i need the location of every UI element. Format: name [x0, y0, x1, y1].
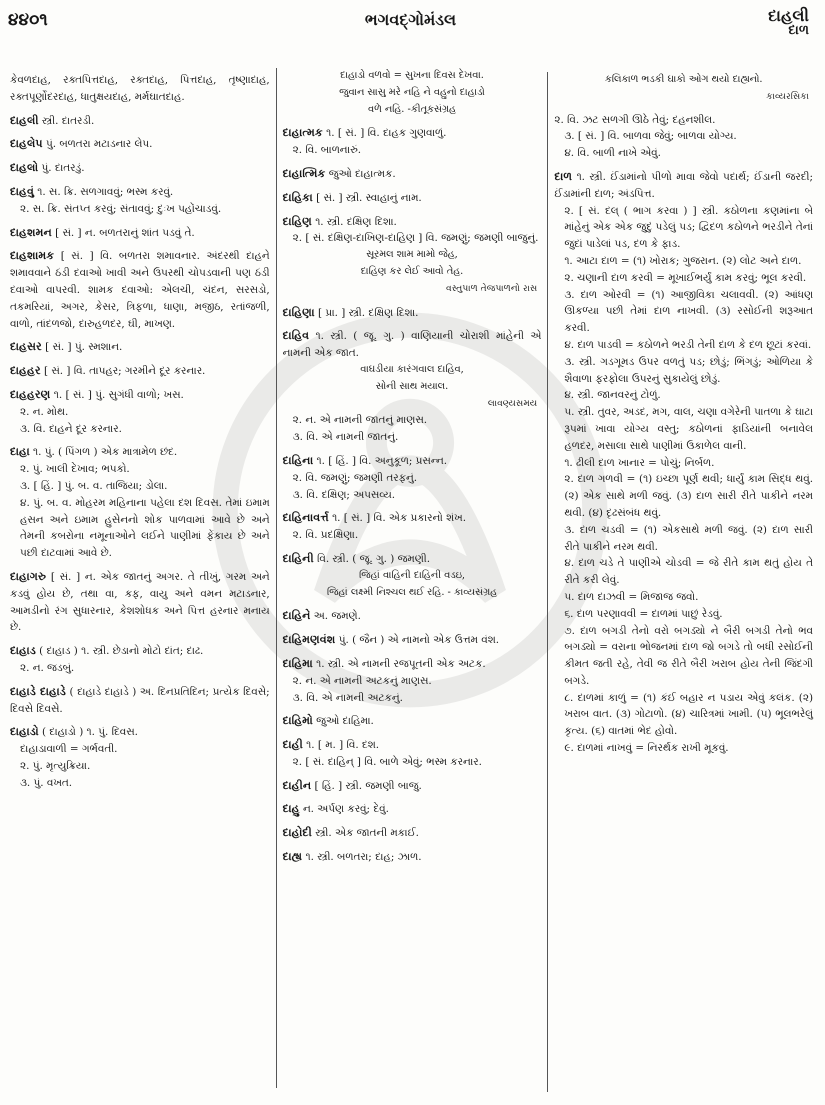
- dictionary-entry: [10, 386, 270, 437]
- entry-sense: ૩. પું. વખત.: [20, 776, 73, 789]
- dictionary-entry: [283, 655, 542, 706]
- entry-sense: ૨. વિ. બાળનારું.: [292, 144, 362, 157]
- entry-definition: ૧. પું. ( પિંગળ ) એક માત્રામેળ છંદ.: [33, 446, 178, 459]
- entry-sense: ૨. પું. મૃત્યુક્રિયા.: [20, 759, 91, 772]
- entry-definition: ૧. સ. ક્રિ. સળગાવવું; ભસ્મ કરવું.: [37, 185, 174, 198]
- dictionary-entry: [283, 777, 542, 795]
- entry-definition: [ સં. ] વિ. તાપહર; ગરમીને દૂર કરનાર.: [44, 365, 206, 378]
- entry-headword: દાહસર: [10, 339, 42, 354]
- entry-definition: જુઓ દાહિમા.: [316, 715, 374, 728]
- entry-sense: ૨. વિ. પ્રદક્ષિણા.: [292, 529, 359, 542]
- entry-headword: દાહિની: [282, 550, 314, 565]
- entry-definition: પું. દાતરડું.: [41, 162, 85, 175]
- entry-headword: દાહશામક: [10, 248, 55, 263]
- entry-definition: [ સં. ] પું. સ્મશાન.: [45, 341, 123, 354]
- entry-headword: દાહાત્મિક: [282, 165, 326, 180]
- columns: [4, 72, 819, 1099]
- entry-sense: ૫. દાળ દાઝવી = મિજાજ જવો.: [564, 590, 699, 603]
- entry-headword: દાહલી: [10, 112, 39, 127]
- dictionary-entry: [10, 568, 270, 636]
- entry-definition: [ પ્રા. ] સ્ત્રી. દક્ષિણ દિશા.: [317, 306, 419, 319]
- entry-headword: દાહિમણવંશ: [282, 632, 336, 647]
- quotation-line: દાહિણ કર લેઈ આવો તેહ.: [360, 265, 464, 277]
- entry-headword: દાહિકા: [282, 189, 313, 204]
- dictionary-entry: [283, 452, 542, 503]
- entry-headword: દાહિણા: [282, 304, 315, 319]
- entry-sense: ૩. [ સં. ] વિ. બાળવા જેવું; બાળવા યોગ્ય.: [564, 130, 737, 143]
- dictionary-entry: [10, 723, 270, 791]
- entry-sense: ૨. [ સં. દલ્‌ ( ભાગ કરવા ) ] સ્ત્રી. કઠોળના કણમાંના બે માંહેનું એક એક જુદું પડેલું પડ; દ્વિદળ કઠોળને ભરડીને તેનાં જુદાં પાડેલાં પડ, દળ કે ફાડ.: [564, 204, 814, 251]
- entry-headword: દાહલેપ: [10, 136, 43, 151]
- entry-sense: ૩. વિ. દક્ષિણ; અપસવ્ય.: [292, 488, 396, 501]
- entry-definition: [ સં. ] ન. બળતરાનું શાંત પડવું તે.: [55, 226, 195, 239]
- dictionary-entry: [283, 607, 542, 625]
- entry-definition: ૧. સ્ત્રી. ( જૂ. ગુ. ) વાણિયાની ચોરાશી માંહેની એ નામની એક જાત.: [282, 330, 542, 360]
- entry-sense: ૭. દાળ બગડી તેનો વરો બગડ્યો ને બૈરી બગડી તેનો ભવ બગડ્યો = વરાના ભોજનમાં દાળ જો બગડે તો બધી રસોઈની કીમત જતી રહે, તેવી જ રીતે બૈરી ખરાબ હોય તેની જિંદગી બગડે.: [564, 624, 814, 687]
- dictionary-entry: [283, 165, 542, 183]
- dictionary-entry: [10, 642, 270, 677]
- quotation-line: જિહાં વાહિની દાહિની વડઇ,: [358, 569, 466, 581]
- dictionary-entry: [10, 112, 270, 130]
- quotation-line: વળે નહિ. -કીતૂકસંગ્રહ: [367, 103, 457, 115]
- dictionary-entry: [554, 168, 813, 757]
- entry-definition: [ હિં. ] સ્ત્રી. જમણી બાજુ.: [314, 779, 422, 792]
- entry-sense: ૨. [ સં. દક્ષિણ-દાખિણ-દાહિણ ] વિ. જમણું; જમણી બાજુનું.: [292, 232, 539, 245]
- entry-headword: દાળ: [554, 168, 573, 183]
- entry-definition: ૧. સ્ત્રી. એ નામની રજપૂતની એક અટક.: [316, 657, 486, 670]
- dictionary-entry: [283, 550, 542, 601]
- entry-sense: ૩. [ હિં. ] પું. બ. વ. તાજિયા; ડોલા.: [20, 479, 168, 492]
- dictionary-entry: [10, 135, 270, 153]
- page-header: [6, 6, 815, 36]
- entry-headword: દાહાડ: [10, 643, 36, 658]
- entry-definition: ૧. સ્ત્રી. દક્ષિણ દિશા.: [315, 215, 397, 228]
- entry-definition: જુઓ દાહાત્મક.: [328, 167, 396, 180]
- entry-headword: દાહવું: [10, 183, 34, 198]
- entry-sense: ૩. સ્ત્રી. ગડગૂમડ ઉપર વળતું પડ; છોડું; ભિંગડું; ઓળિયા કે શૈવાળા ફરફોલા ઉપરનું સુકાયેલું છોડું.: [564, 355, 814, 385]
- dictionary-entry: [10, 362, 270, 380]
- entry-headword: દાહીન: [282, 777, 312, 792]
- entry-headword: દાહા: [10, 444, 30, 459]
- dictionary-entry: [10, 338, 270, 356]
- entry-headword: દાહહર: [10, 363, 41, 378]
- entry-definition: ૧. [ સં. ] પું. સુગંધી વાળો; ખસ.: [53, 388, 184, 401]
- quotation-line: સોની સાથ મયાલ.: [375, 380, 449, 392]
- entry-sense: ૧. ઢીલી દાળ ખાનાર = પોચું; નિર્બળ.: [564, 456, 715, 469]
- dictionary-entry: [283, 213, 542, 298]
- dictionary-entry: [283, 304, 542, 322]
- entry-sense: ૪. સ્ત્રી. જાનવરનું ટોળું.: [564, 389, 661, 402]
- quotation-source: વસ્તુપાળ તેજપાળનો રાસ: [446, 282, 538, 294]
- entry-sense: ૫. સ્ત્રી. તુવર, અડદ, મગ, વાલ, ચણા વગેરેની પાતળા કે ઘાટા રૂપમાં ખાવા યોગ્ય વસ્તુ; કઠોળનાં ફાડિયાંની બનાવેલ હળદર, મસાલા સાથે પાણીમાં ઉકાળેલ વાની.: [564, 406, 814, 452]
- entry-definition: ૧. સ્ત્રી. બળતરા; દાહ; ઝાળ.: [305, 851, 422, 864]
- entry-sense: ૨. ન. જડબું.: [20, 661, 75, 674]
- dictionary-entry: [554, 72, 813, 106]
- entry-definition: પું. બળતરા મટાડનાર લેપ.: [45, 138, 153, 151]
- entry-sense: ૮. દાળમાં કાળું = (૧) કંઈ બહાર ન પડાય એવું કલંક. (૨) ખરાબ વાત. (૩) ગોટાળો. (૪) ચારિત્રમાં ખામી. (૫) ભૂલભરેલું કૃત્ય. (૬) વાતમાં ભેદ હોવો.: [564, 691, 814, 738]
- dictionary-entry: [554, 112, 813, 162]
- dictionary-entry: [10, 224, 270, 242]
- entry-headword: દાહોદી: [282, 825, 312, 840]
- dictionary-entry: [283, 327, 542, 446]
- entry-sense: ૪. પું. બ. વ. મોહરમ મહિનાના પહેલા દશ દિવસ. તેમાં ઇમામ હસન અને ઇમામ હુસેનનો શોક પાળવામાં આવે છે અને તેમની કબરોના નમૂનાઓને લઈને પાણીમાં ફેંકાય છે અને પછી દાટવામાં આવે છે.: [20, 496, 270, 560]
- entry-definition: સ્ત્રી. દાતરડી.: [41, 114, 95, 127]
- dictionary-entry: [283, 848, 542, 866]
- entry-definition: ૨. વિ. ઝટ સળગી ઊઠે તેવું; દહનશીલ.: [554, 113, 716, 126]
- quotation-source: કાવ્યરસિકા: [766, 90, 810, 102]
- entry-sense: ૨. ચણાની દાળ કરવી = મૂખાઈભર્યું કામ કરવું; ભૂલ કરવી.: [564, 271, 807, 284]
- entry-headword: દાહાત્મક: [282, 125, 323, 140]
- entry-definition: ૧. [ મ. ] વિ. દશ.: [306, 739, 380, 752]
- entry-sense: ૧. આટા દાળ = (૧) ખોરાક; ગુજરાન. (૨) લોટ અને દાળ.: [564, 254, 802, 267]
- entry-definition: ( દાહાડો ) ૧. પું. દિવસ.: [41, 726, 138, 739]
- entry-sense: ૯. દાળમાં નાખવું = નિરર્થક રાખી મૂકવું.: [564, 742, 729, 755]
- dictionary-entry: [10, 72, 270, 106]
- guide-word-last: દાળ: [788, 23, 809, 38]
- quotation-line: જુવાન સાસુ મરે નહિ ને વહુનો દાહાડો: [339, 86, 485, 98]
- entry-sense: ૩. દાળ ચડવી = (૧) એકસાથે મળી જવું. (૨) દાળ સારી રીતે પાકીને નરમ થવી.: [564, 523, 814, 553]
- guide-word-first: દાહલી: [768, 6, 809, 25]
- entry-definition: ૧. સ્ત્રી. ઈંડામાંનો પીળો માવા જેવો પદાર્થ; ઈંડાની જરદી; ઈંડામાંની દાળ; અંડપિત્ત.: [554, 170, 814, 200]
- dictionary-entry: [283, 824, 542, 842]
- quotation-line: દાહાડો વળવો = સુખના દિવસ દેખવા.: [340, 70, 484, 81]
- entry-definition: [ સં. ] વિ. બળતરા શમાવનાર. અંદરથી દાહને શમાવવાને ઠંડી દવાઓ ખાવી અને ઉપરથી ચોપડવાની પણ ઠંડી દવાઓ વાપરવી. શામક દવાઓ: એલચી, ચંદન, સરસડો, તકમરિયાં, અગર, કેસર, ત્રિફળા, ધાણા, મજીઠ, રતાંજળી, વાળો, તાંદળજો, દારુહળદર, ઘી, માખણ.: [10, 250, 270, 330]
- entry-headword: દાહાગરુ: [10, 568, 47, 583]
- entry-definition: અ. જમણે.: [313, 610, 361, 623]
- entry-definition: ( દાહાડે દાહાડે ) અ. દિનપ્રતિદિન; પ્રત્યેક દિવસે; દિવસે દિવસે.: [10, 685, 270, 715]
- dictionary-entry: [10, 247, 270, 332]
- entry-sense: ૨. ન. એ નામની જાતનું માણસ.: [292, 414, 428, 427]
- entry-definition: ન. અર્પણ કરવું; દેવું.: [302, 803, 389, 816]
- entry-sense: ૨. ન. એ નામની અટકનું માણસ.: [292, 674, 432, 687]
- dictionary-entry: [283, 68, 542, 118]
- entry-sense: ૩. દાળ ઓરવી = (૧) આજીવિકા ચલાવવી. (૨) આંધણ ઊકળ્યા પછી તેમાં દાળ નાખવી. (૩) રસોઈની શરૂઆત કરવી.: [564, 288, 814, 335]
- dictionary-entry: [10, 683, 270, 718]
- entry-sense: ૩. વિ. એ નામની અટકનું.: [292, 691, 403, 704]
- entry-sense: ૩. વિ. દાહને દૂર કરનાર.: [20, 422, 122, 435]
- entry-definition: ૧. [ સં. ] વિ. દાહક ગુણવાળું.: [326, 127, 447, 140]
- entry-headword: દાહાડે દાહાડે: [10, 683, 66, 698]
- page-number: ૪૪૦૧: [8, 10, 48, 30]
- entry-sense: ૨. વિ. જમણું; જમણી તરફનું.: [292, 471, 418, 484]
- dictionary-entry: [283, 124, 542, 159]
- entry-definition: ( દાહાડ ) ૧. સ્ત્રી. છેડાનો મોટો દાંત; દાઢ.: [39, 645, 204, 658]
- entry-headword: દાહિને: [282, 608, 311, 623]
- entry-definition: [ સં. ] સ્ત્રી. સ્વાહાનું નામ.: [316, 191, 422, 204]
- entry-headword: દાહિના: [282, 452, 314, 467]
- entry-headword: દાહશમન: [10, 224, 52, 239]
- entry-sense: ૩. વિ. એ નામની જાતનું.: [292, 431, 399, 444]
- quotation-line: જિહાં લક્ષ્મી નિશ્ચલ થઈ રહિ. - કાવ્યસંગ્રહ: [326, 586, 498, 598]
- dictionary-entry: [283, 189, 542, 207]
- entry-headword: દાહિવ: [282, 328, 310, 343]
- entry-headword: દાહહરણ: [10, 386, 51, 401]
- dictionary-entry: [10, 159, 270, 177]
- quotation-line: વાઘડીયા કારંગવાલ દાહિવ,: [360, 363, 464, 375]
- quotation-line: કલિકાળ ભડકી ઘાકો ઓગ થયો દાહ્યનો.: [604, 74, 763, 85]
- dictionary-entry: [10, 443, 270, 562]
- entry-sense: ૨. દાળ ગળવી = (૧) ઇચ્છા પૂર્ણ થવી; ધાર્યું કામ સિદ્ધ થવું. (૨) એક સાથે મળી જવું. (૩) દાળ સારી રીતે પાકીને નરમ થવી. (૪) દૃઢસંબંધ થવું.: [564, 473, 814, 519]
- entry-headword: દાહાડો: [10, 724, 39, 739]
- dictionary-entry: [283, 800, 542, 818]
- entry-sense: ૨. સ. ક્રિ. સંતપ્ત કરવું; સંતાવવું; દુઃખ પહોંચાડવું.: [20, 202, 222, 215]
- entry-headword: દાહી: [282, 737, 303, 752]
- entry-definition: વિ. સ્ત્રી. ( જૂ. ગુ. ) જમણી.: [317, 552, 431, 565]
- entry-sense: ૬. દાળ પરણાવવી = દાળમાં પાછું રેડવું.: [564, 607, 723, 620]
- dictionary-entry: [283, 712, 542, 730]
- entry-headword: દાહિમા: [282, 655, 313, 670]
- column-1: [4, 72, 276, 1092]
- dictionary-entry: [283, 736, 542, 771]
- column-3: [547, 72, 819, 1092]
- entry-definition: ૧. [ હિં. ] વિ. અનુકૂળ; પ્રસન્ન.: [316, 454, 448, 467]
- entry-definition: [ સં. ] ન. એક જાતનું અગર. તે તીખું, ગરમ અને કડવું હોય છે, તથા વા, કફ, વાયુ અને વમન મટાડનાર, આમડીનો રંગ સુધારનાર, કેશશોધક અને પિત્ત હરનાર મનાય છે.: [10, 570, 270, 634]
- dictionary-entry: [10, 183, 270, 218]
- entry-headword: દાહ્ય: [282, 849, 303, 864]
- entry-sense: ૨. [ સં. દાહિન્‌ ] વિ. બાળે એવું; ભસ્મ કરનાર.: [292, 755, 482, 768]
- entry-definition: સ્ત્રી. એક જાતની મકાઈ.: [315, 827, 419, 840]
- entry-sense: ૪. વિ. બાળી નાખે એવું.: [564, 147, 661, 160]
- quotation-line: સૂરમલ શામ મામો જેહ,: [366, 249, 458, 261]
- entry-headword: દાહિનાવર્ત્ત: [282, 510, 329, 525]
- page-title: ભગવદ્‌ગોમંડલ: [364, 10, 457, 29]
- quotation-source: લાવણ્યસમય: [487, 397, 538, 409]
- entry-sense: ૨. ન. મોથ.: [20, 405, 69, 418]
- entry-sense: ૨. પું. ખાલી દેખાવ; ભપકો.: [20, 463, 130, 476]
- guide-words: [768, 8, 809, 38]
- entry-headword: દાહલો: [10, 160, 39, 175]
- column-2: [276, 68, 548, 1088]
- entry-definition: કેવળદાહ, રક્તપિત્તદાહ, રક્તદાહ, પિત્તદાહ, તૃષ્ણાદાહ, રક્તપૂર્ણોદરદાહ, ધાતુક્ષયદાહ, મર્મઘાતદાહ.: [10, 74, 270, 103]
- entry-headword: દાહુ: [282, 801, 300, 816]
- entry-definition: પું. ( જૈન ) એ નામનો એક ઉત્તમ વંશ.: [338, 634, 500, 647]
- entry-sense: દાહાડાવાળી = ગર્ભવતી.: [20, 743, 118, 756]
- entry-sense: ૪. દાળ ચડે તે પાણીએ ચોડવી = જે રીતે કામ થતું હોય તે રીતે કરી લેવું.: [564, 557, 814, 587]
- entry-headword: દાહિમો: [282, 713, 313, 728]
- dictionary-entry: [283, 631, 542, 649]
- entry-sense: ૪. દાળ પાડવી = કઠોળને ભરડી તેની દાળ કે દળ છૂટાં કરવાં.: [564, 338, 812, 351]
- entry-definition: ૧. [ સં. ] વિ. એક પ્રકારનો શંખ.: [332, 512, 467, 525]
- entry-headword: દાહિણ: [282, 213, 312, 228]
- dictionary-entry: [283, 509, 542, 544]
